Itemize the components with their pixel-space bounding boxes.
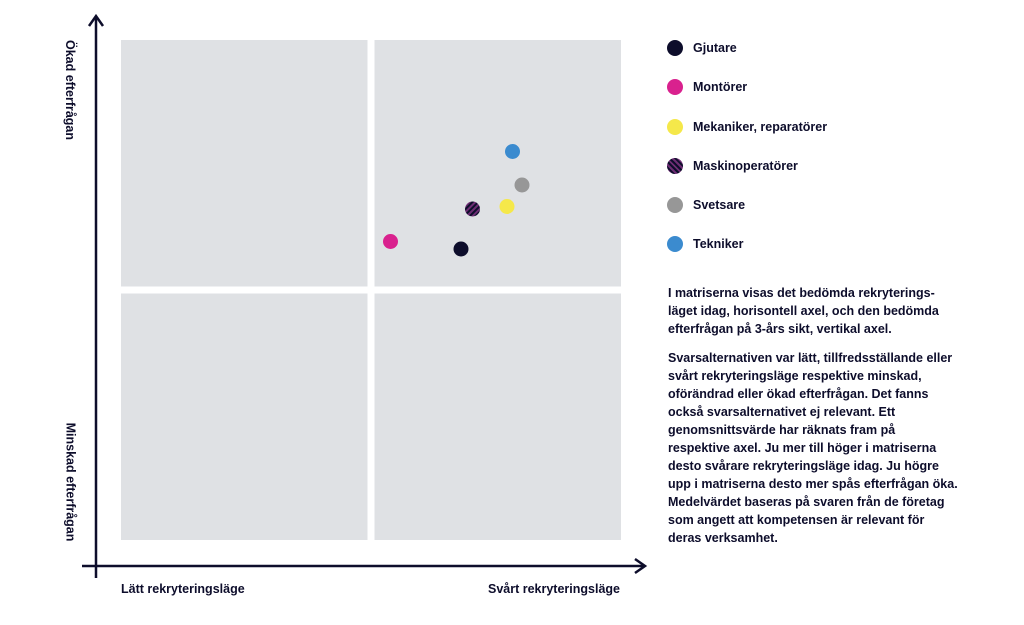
- data-point: [515, 178, 530, 193]
- legend-swatch: [667, 79, 683, 95]
- legend-item: [667, 117, 967, 137]
- legend-label: Montörer: [693, 80, 748, 95]
- quadrant-bottom-right: [375, 294, 622, 541]
- legend-swatch: [667, 236, 683, 252]
- legend-item: [667, 195, 967, 215]
- legend-item: [667, 234, 967, 254]
- legend-swatch: [667, 119, 683, 135]
- legend-item: [667, 38, 967, 58]
- legend-swatch: [667, 197, 683, 213]
- description-paragraph: I matriserna visas det bedömda rekryterings-läget idag, horisontell axel, och den bedömda efterfrågan på 3-års sikt, vertikal axel.: [668, 286, 939, 336]
- legend-item: [667, 156, 967, 176]
- data-point: [465, 202, 480, 217]
- legend-swatch: [667, 158, 683, 174]
- data-point: [500, 199, 515, 214]
- x-axis-label-left: Lätt rekryteringsläge: [121, 582, 245, 596]
- legend-label: Svetsare: [693, 198, 746, 213]
- description: [668, 284, 958, 558]
- y-axis-label-bottom: Minskad efterfrågan: [62, 422, 77, 542]
- legend: [667, 38, 967, 274]
- y-axis-label-top: Ökad efterfrågan: [63, 39, 78, 141]
- quadrant-top-left: [121, 40, 368, 287]
- legend-label: Maskinoperatörer: [693, 158, 798, 173]
- quadrant-top-right: [375, 40, 622, 287]
- x-axis-label-right: Svårt rekryteringsläge: [487, 582, 620, 596]
- data-point: [505, 144, 520, 159]
- description-paragraph: Svarsalternativen var lätt, tillfredsställande eller svårt rekryteringsläge respektive minskad, oförändrad eller ökad efterfrågan. Det fanns också svarsalternativet ej relevant. Ett genomsnittsvärde har räknats fram på respektive axel. Ju mer till höger i matriserna desto svårare rekryteringsläge idag. Ju högre upp i matriserna desto mer spås efterfrågan öka. Medelvärdet baseras på svaren från de företag som angett att kompetensen är relevant för deras verksamhet.: [668, 351, 958, 545]
- data-point: [383, 234, 398, 249]
- quadrant-bottom-left: [121, 294, 368, 541]
- legend-label: Tekniker: [693, 237, 744, 252]
- legend-label: Mekaniker, reparatörer: [693, 119, 828, 134]
- legend-label: Gjutare: [693, 41, 737, 55]
- legend-swatch: [667, 40, 683, 56]
- legend-item: [667, 77, 967, 97]
- quadrant-grid: [121, 40, 621, 540]
- data-point: [454, 242, 469, 257]
